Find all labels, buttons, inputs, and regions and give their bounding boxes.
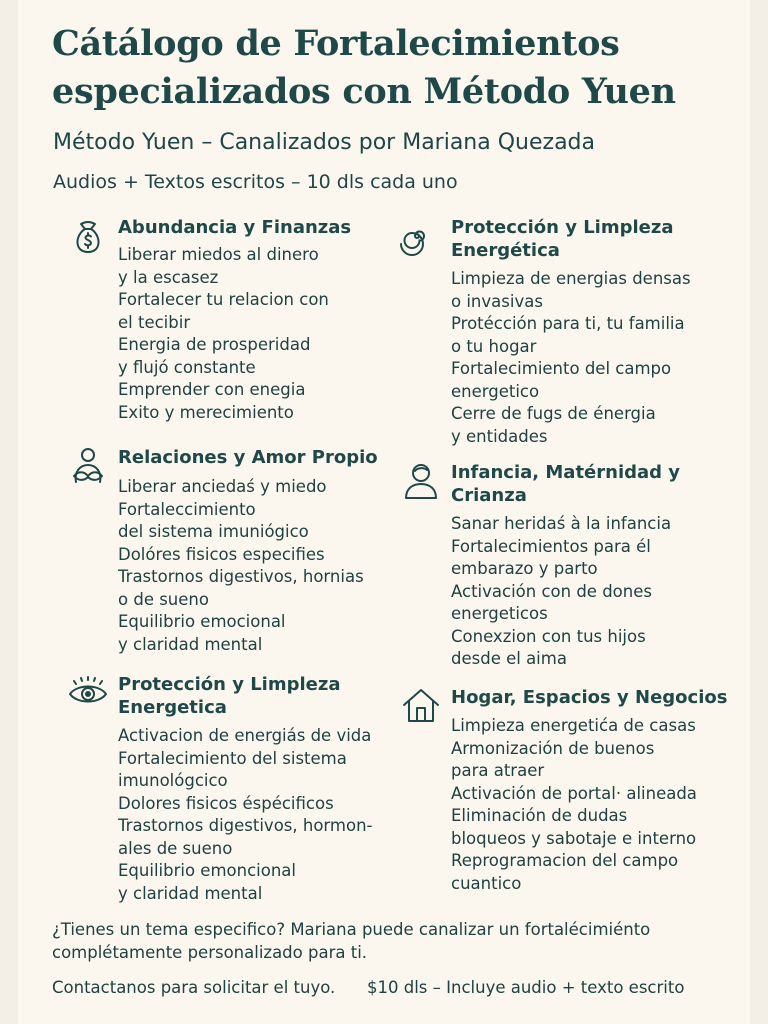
section-items xyxy=(118,476,408,656)
list-item: Limpieza energetića de casas xyxy=(451,716,696,735)
person-icon xyxy=(401,461,441,501)
list-item: y claridad mental xyxy=(118,883,263,903)
section-infancia xyxy=(401,461,731,671)
list-item: Limpieza de energias densas xyxy=(451,269,691,288)
list-item: Dolores fisicos éspécificos xyxy=(118,793,334,813)
list-item: Protécción para ti, tu familia xyxy=(451,314,685,333)
list-item: Emprender con enegia xyxy=(118,380,306,399)
list-item: del sistema imuniógico xyxy=(118,522,309,541)
list-item: o de sueno xyxy=(118,589,209,609)
list-item: Liberar anciedaś y miedo xyxy=(118,477,327,496)
list-item: o invasivas xyxy=(451,291,543,311)
list-item: o tu hogar xyxy=(451,336,537,356)
list-item: Cerre de fugs de énergia xyxy=(451,404,656,423)
list-item: energeticos xyxy=(451,604,548,623)
list-item: y entidades xyxy=(451,426,548,446)
contact-text: Contactanos para solicitar el tuyo. xyxy=(52,978,336,997)
list-item: Activación de portal· alineada xyxy=(451,783,697,803)
section-title: Infancia, Matérnidad y Crianza xyxy=(451,462,681,506)
list-item: Trastornos digestivos, hornias xyxy=(118,567,364,586)
section-items xyxy=(451,715,741,895)
list-item: y la escasez xyxy=(118,267,219,287)
list-item: Fortalecer tu relacion con xyxy=(118,290,329,309)
list-item: cuantico xyxy=(451,873,522,893)
catalog-title: Cátálogo de Fortalecimientos especializados con Método Yuen xyxy=(52,23,676,112)
spiral-icon xyxy=(397,216,437,256)
section-items xyxy=(451,513,741,671)
list-item: Fortalecimiento del sistema xyxy=(118,748,347,768)
list-item: Liberar miedos al dinero xyxy=(118,245,319,264)
list-item: Conexzion con tus hijos xyxy=(451,626,646,646)
catalog-subtitle: Método Yuen – Canalizados por Mariana Quezada xyxy=(53,130,595,155)
section-title: Relaciones y Amor Propio xyxy=(118,447,378,468)
section-proteccion-limpieza xyxy=(401,216,731,451)
list-item: Eliminación de dudas xyxy=(451,806,628,825)
list-item: y claridad mental xyxy=(118,634,263,654)
money-bag-icon xyxy=(68,216,108,256)
list-item: Trastornos digestivos, hormon- xyxy=(118,816,373,835)
list-item: Dolóres fisicos especifies xyxy=(118,544,325,564)
section-proteccion-energetica xyxy=(68,673,408,908)
list-item: Energia de prosperidad xyxy=(118,335,311,354)
list-item: Activacion de energiás de vida xyxy=(118,726,372,745)
list-item: embarazo y parto xyxy=(451,559,598,578)
section-items xyxy=(118,725,418,905)
list-item: el tecibir xyxy=(118,312,191,332)
section-title: Hogar, Espacios y Negocios xyxy=(451,687,728,708)
section-items xyxy=(451,268,741,448)
list-item: Equilibrio emoncional xyxy=(118,861,296,880)
list-item: bloqueos y sabotaje e interno xyxy=(451,828,697,848)
list-item: Fortalecimiento del campo xyxy=(451,359,672,378)
list-item: Equilibrio emocional xyxy=(118,612,286,631)
section-title: Abundancia y Finanzas xyxy=(118,217,352,238)
list-item: imunológcico xyxy=(118,771,228,790)
list-item: ales de sueno xyxy=(118,838,233,858)
section-title: Protección y Limpleza Energetica xyxy=(118,674,341,718)
list-item: energetico xyxy=(451,381,540,401)
house-icon xyxy=(401,686,441,726)
list-item: Fortaleccimiento xyxy=(118,499,256,519)
list-item: y flujó constante xyxy=(118,357,256,377)
list-item: Fortalecimientos para él xyxy=(451,536,651,556)
list-item: Activación con de dones xyxy=(451,581,652,601)
list-item: Armonización de buenos xyxy=(451,738,655,758)
section-hogar xyxy=(401,686,731,896)
pricing-line: Audios + Textos escritos – 10 dls cada uno xyxy=(53,171,458,193)
section-relaciones xyxy=(68,446,398,661)
eye-icon xyxy=(68,673,108,713)
section-abundancia xyxy=(68,216,398,431)
list-item: para atraer xyxy=(451,761,545,780)
custom-request-text: ¿Tienes un tema especifico? Mariana puede canalizar un fortalécimiénto complétamente personalizado para ti. xyxy=(52,920,651,962)
price-note: $10 dls – Incluye audio + texto escrito xyxy=(367,978,685,997)
section-title: Protección y Limpleza Energética xyxy=(451,217,674,261)
list-item: desde el aima xyxy=(451,649,567,668)
section-items xyxy=(118,244,408,424)
list-item: Exito y merecimiento xyxy=(118,402,294,422)
list-item: Reprogramacion del campo xyxy=(451,851,679,870)
list-item: Sanar heridaś à la infancia xyxy=(451,514,672,533)
self-hug-icon xyxy=(68,446,108,486)
